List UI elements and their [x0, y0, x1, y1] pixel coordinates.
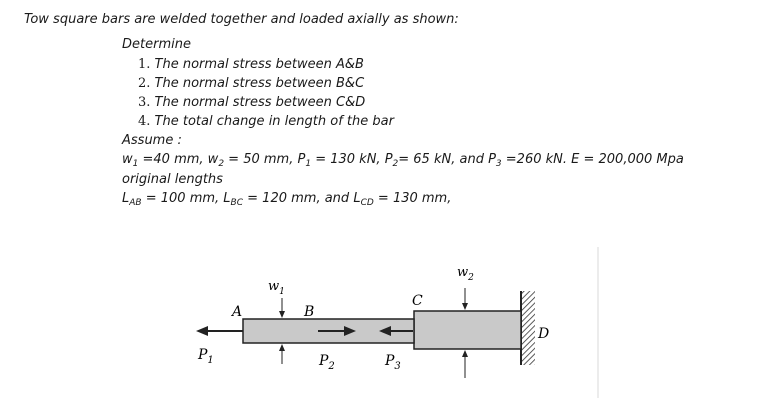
p2-symbol: P — [384, 152, 393, 167]
w2-top-arrowhead — [462, 303, 468, 310]
p1-value: = 130 kN, — [311, 152, 385, 167]
p3-label: $P_3$ — [385, 353, 401, 372]
task-number: 2. — [138, 76, 151, 91]
w1-value: =40 mm, — [138, 152, 208, 167]
lbc-value: = 120 mm, and — [243, 191, 354, 206]
point-c-label: C — [412, 293, 423, 309]
p3-symbol: P — [488, 152, 496, 167]
lbc-symbol: L — [223, 191, 231, 206]
task-text: The total change in length of the bar — [154, 114, 394, 129]
w2-value: = 50 mm, — [224, 152, 298, 167]
point-b-label: B — [304, 304, 315, 320]
p2-subscript: 2 — [392, 159, 399, 169]
p1-label: $P_1$ — [198, 347, 214, 366]
p3-subscript: 3 — [495, 159, 502, 169]
w1-bottom-arrowhead — [279, 344, 285, 351]
point-a-label: A — [232, 304, 243, 320]
lcd-value: = 130 mm, — [373, 191, 452, 206]
task-number: 1. — [138, 57, 151, 72]
p3-value-and-modulus: =260 kN. E = 200,000 Mpa — [501, 152, 684, 167]
w2-symbol: w — [207, 152, 219, 167]
w1-subscript: 1 — [132, 159, 139, 169]
w2-subscript: 2 — [218, 159, 225, 169]
p1-subscript: 1 — [305, 159, 312, 169]
lcd-symbol: L — [353, 191, 361, 206]
p2-label: $P_2$ — [319, 353, 335, 372]
task-text: The normal stress between B&C — [154, 76, 365, 91]
original-lengths-heading: original lengths — [122, 172, 223, 187]
w2-label: $w_2$ — [457, 265, 474, 283]
p1-symbol: P — [297, 152, 306, 167]
w1-top-arrowhead — [279, 311, 285, 318]
lab-subscript: AB — [129, 198, 142, 208]
lbc-subscript: BC — [230, 198, 244, 208]
lcd-subscript: CD — [360, 198, 374, 208]
p1-arrowhead — [196, 326, 208, 336]
w1-symbol: w — [122, 152, 133, 167]
lab-value: = 100 mm, — [141, 191, 224, 206]
task-text: The normal stress between A&B — [154, 57, 364, 72]
lab-symbol: L — [122, 191, 130, 206]
fixed-wall — [521, 291, 535, 365]
large-bar — [414, 311, 521, 349]
p2-value: = 65 kN, and — [398, 152, 489, 167]
w2-bottom-arrowhead — [462, 350, 468, 357]
point-d-label: D — [538, 326, 550, 342]
task-number: 3. — [138, 95, 151, 110]
task-text: The normal stress between C&D — [154, 95, 366, 110]
task-number: 4. — [138, 114, 151, 129]
assume-heading: Assume : — [122, 133, 182, 148]
w1-label: $w_1$ — [268, 279, 285, 297]
intro-text: Tow square bars are welded together and loaded axially as shown: — [24, 12, 459, 27]
determine-heading: Determine — [122, 37, 191, 52]
